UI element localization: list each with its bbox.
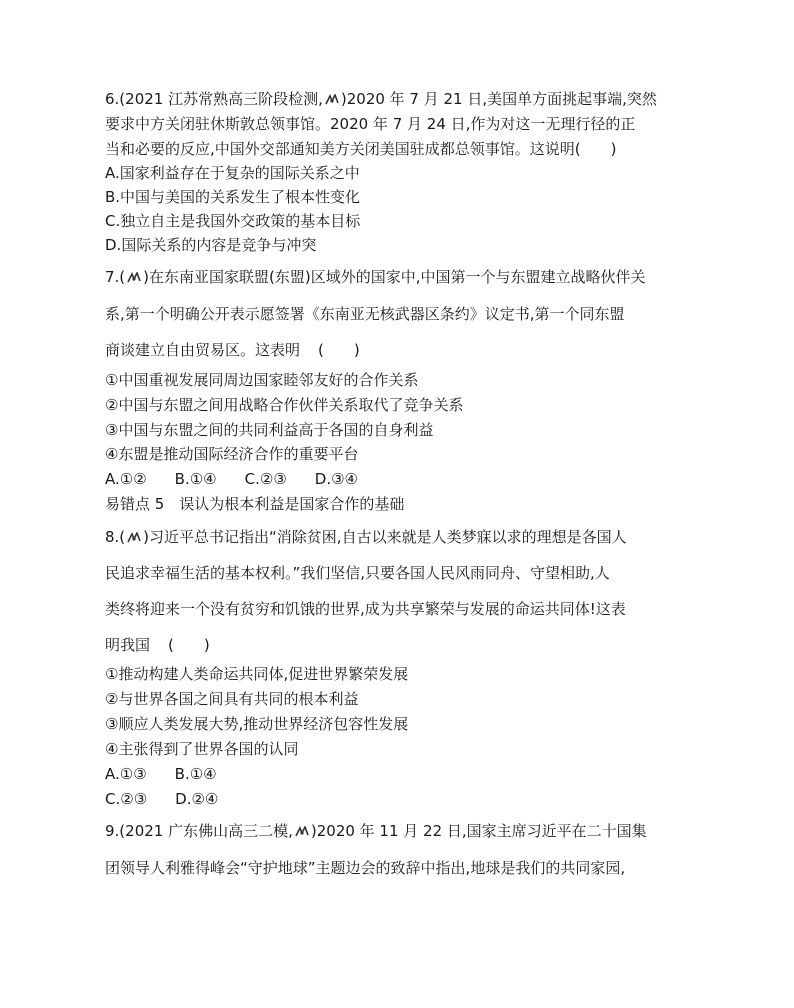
q8-line-4: 明我国 ( ) [105,636,210,654]
difficulty-star-icon [126,272,142,284]
q6-option-b: B.中国与美国的关系发生了根本性变化 [105,188,361,206]
q8-statement-3: ③顺应人类发展大势,推动世界经济包容性发展 [105,715,409,733]
q9-line-2: 团领导人利雅得峰会“守护地球”主题边会的致辞中指出,地球是我们的共同家园, [105,859,626,877]
q8-line-2: 民追求幸福生活的基本权利。”我们坚信,只要各国人民风雨同舟、守望相助,人 [105,564,610,582]
q6-line-2: 要求中方关闭驻休斯敦总领事馆。2020 年 7 月 24 日,作为对这一无理行径的正 [105,115,636,133]
q6-line-3: 当和必要的反应,中国外交部通知美方关闭美国驻成都总领事馆。这说明( ) [105,140,617,158]
q8-line-3: 类终将迎来一个没有贫穷和饥饿的世界,成为共享繁荣与发展的命运共同体!这表 [105,600,626,618]
q7-choices: A.①② B.①④ C.②③ D.③④ [105,470,358,488]
difficulty-star-icon [324,94,340,106]
answer-blank: ( ) [168,636,210,654]
q7-line-3: 商谈建立自由贸易区。这表明 ( ) [105,341,360,359]
q8-line-1: 8.( )习近平总书记指出“消除贫困,自古以来就是人类梦寐以求的理想是各国人 [105,528,627,546]
section-heading: 易错点 5 误认为根本利益是国家合作的基础 [105,495,405,513]
answer-blank: ( ) [318,341,360,359]
q6-line-1: 6.(2021 江苏常熟高三阶段检测, )2020 年 7 月 21 日,美国单方面挑起事端,突然 [105,90,657,108]
q6-option-c: C.独立自主是我国外交政策的基本目标 [105,212,361,230]
q7-statement-1: ①中国重视发展同周边国家睦邻友好的合作关系 [105,371,419,389]
q8-statement-4: ④主张得到了世界各国的认同 [105,740,299,758]
q7-statement-3: ③中国与东盟之间的共同利益高于各国的自身利益 [105,421,434,439]
q6-option-a: A.国家利益存在于复杂的国际关系之中 [105,164,360,182]
q8-statement-1: ①推动构建人类命运共同体,促进世界繁荣发展 [105,665,409,683]
q7-line-1: 7.( )在东南亚国家联盟(东盟)区域外的国家中,中国第一个与东盟建立战略伙伴关 [105,268,646,286]
q8-choices-row-2: C.②③ D.②④ [105,790,219,808]
difficulty-star-icon [294,826,310,838]
q7-statement-2: ②中国与东盟之间用战略合作伙伴关系取代了竞争关系 [105,396,464,414]
q8-choices-row-1: A.①③ B.①④ [105,765,217,783]
q6-option-d: D.国际关系的内容是竞争与冲突 [105,236,317,254]
q9-line-1: 9.(2021 广东佛山高三二模, )2020 年 11 月 22 日,国家主席习近平在二十国集 [105,822,647,840]
q7-line-2: 系,第一个明确公开表示愿签署《东南亚无核武器区条约》议定书,第一个同东盟 [105,305,625,323]
difficulty-star-icon [126,532,142,544]
q7-statement-4: ④东盟是推动国际经济合作的重要平台 [105,445,359,463]
q8-statement-2: ②与世界各国之间具有共同的根本利益 [105,690,359,708]
